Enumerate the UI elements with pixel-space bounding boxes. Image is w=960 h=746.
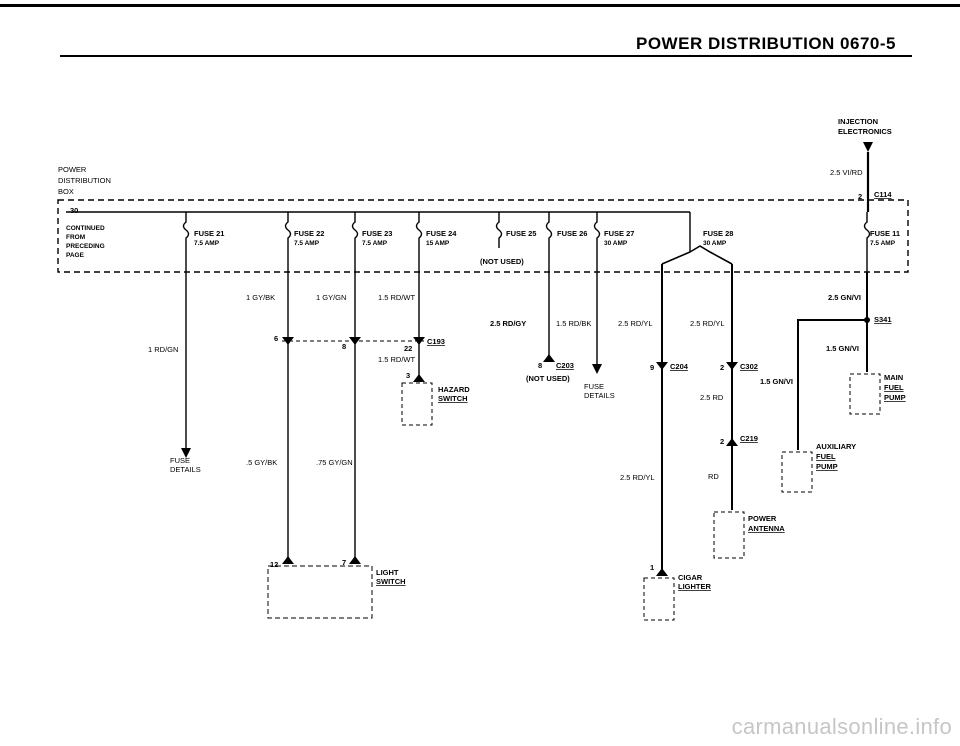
- antenna-l2: ANTENNA: [748, 524, 785, 533]
- pin-9: 9: [650, 363, 655, 372]
- power-antenna-box: [714, 512, 744, 558]
- antenna-l1: POWER: [748, 514, 777, 523]
- light-l2: SWITCH: [376, 577, 406, 586]
- pin9-marker: [656, 362, 668, 370]
- fuse-21-amp: 7.5 AMP: [194, 240, 220, 247]
- fuse-details-1-l2: DETAILS: [170, 465, 201, 474]
- pin2a-marker: [726, 362, 738, 370]
- not-used-label: (NOT USED): [480, 257, 524, 266]
- fuse-24-amp: 15 AMP: [426, 240, 450, 247]
- wire-15-gnvi-b: 1.5 GN/VI: [760, 377, 793, 386]
- inj-label-1: INJECTION: [838, 117, 879, 126]
- pin12-marker: [282, 556, 294, 564]
- fuse-11-amp: 7.5 AMP: [870, 240, 896, 247]
- wire-5-gybk: .5 GY/BK: [246, 458, 278, 467]
- wire-25-rdyl-a: 2.5 RD/YL: [618, 319, 653, 328]
- c114-label: C114: [874, 190, 892, 199]
- c204-label: C204: [670, 362, 688, 371]
- fuse-26-label: FUSE 26: [557, 229, 588, 238]
- wire-1-rdgn: 1 RD/GN: [148, 345, 179, 354]
- wire-rd: RD: [708, 472, 719, 481]
- box-label-2: DISTRIBUTION: [58, 176, 111, 185]
- aux-fuel-l3: PUMP: [816, 462, 838, 471]
- fuse-28-split: [662, 246, 732, 264]
- pin-6: 6: [274, 334, 279, 343]
- inj-label-2: ELECTRONICS: [838, 127, 892, 136]
- main-fuel-l1: MAIN: [884, 373, 904, 382]
- pin-8b: 8: [538, 361, 543, 370]
- pin-7: 7: [342, 558, 347, 567]
- fuse-28-label: FUSE 28: [703, 229, 734, 238]
- light-switch-box: [268, 566, 372, 618]
- pin-12: 12: [270, 560, 279, 569]
- pin-3: 3: [406, 371, 411, 380]
- continued-l2: FROM: [66, 234, 86, 241]
- main-fuel-pump-box: [850, 374, 880, 414]
- cigar-lighter-box: [644, 578, 674, 620]
- c302-label: C302: [740, 362, 758, 371]
- c114-pin: 2: [858, 192, 863, 201]
- fuse-27-amp: 30 AMP: [604, 240, 628, 247]
- watermark: carmanualsonline.info: [731, 714, 952, 739]
- wire-25-gnvi: 2.5 GN/VI: [828, 293, 861, 302]
- pin-2b: 2: [720, 437, 725, 446]
- pin8b-marker: [543, 354, 555, 362]
- wire-1-gygn: 1 GY/GN: [316, 293, 347, 302]
- continued-l4: PAGE: [66, 252, 84, 259]
- wire-15-rdwt-b: 1.5 RD/WT: [378, 355, 416, 364]
- wire-25-rdyl-b: 2.5 RD/YL: [690, 319, 725, 328]
- light-l1: LIGHT: [376, 568, 399, 577]
- fuse-11-label: FUSE 11: [870, 229, 901, 238]
- main-fuel-l3: PUMP: [884, 393, 906, 402]
- arrow-fuse-details-2: [592, 364, 602, 374]
- wire-15-gnvi-a: 1.5 GN/VI: [826, 344, 859, 353]
- aux-fuel-l1: AUXILIARY: [816, 442, 857, 451]
- hazard-l2: SWITCH: [438, 394, 468, 403]
- pin-2a: 2: [720, 363, 725, 372]
- hazard-l1: HAZARD: [438, 385, 470, 394]
- pin1-marker: [656, 568, 668, 576]
- wire-75-gygn: .75 GY/GN: [316, 458, 353, 467]
- aux-fuel-l2: FUEL: [816, 452, 836, 461]
- wire-aux-pump: [798, 320, 867, 450]
- fuse-21-label: FUSE 21: [194, 229, 225, 238]
- main-fuel-l2: FUEL: [884, 383, 904, 392]
- fuse-details-1-l1: FUSE: [170, 456, 191, 465]
- fuse-23-amp: 7.5 AMP: [362, 240, 388, 247]
- injection-arrow: [863, 142, 873, 152]
- pin-22: 22: [404, 344, 413, 353]
- box-label-1: POWER: [58, 165, 87, 174]
- wire-1-gybk: 1 GY/BK: [246, 293, 276, 302]
- fuse-details-2-l1: FUSE: [584, 382, 605, 391]
- wire-2-5-vird: 2.5 VI/RD: [830, 168, 863, 177]
- continued-num: 30: [70, 206, 79, 215]
- box-label-3: BOX: [58, 187, 74, 196]
- c219-label: C219: [740, 434, 758, 443]
- continued-l3: PRECEDING: [66, 243, 105, 250]
- pin-1: 1: [650, 563, 655, 572]
- c203-label: C203: [556, 361, 574, 370]
- wire-15-rdbk: 1.5 RD/BK: [556, 319, 592, 328]
- fuse-22-amp: 7.5 AMP: [294, 240, 320, 247]
- aux-fuel-pump-box: [782, 452, 812, 492]
- fuse-23-label: FUSE 23: [362, 229, 393, 238]
- pin-8: 8: [342, 342, 347, 351]
- fuse-28-amp: 30 AMP: [703, 240, 727, 247]
- pin7-marker: [349, 556, 361, 564]
- wire-25-rd: 2.5 RD: [700, 393, 724, 402]
- continued-l1: CONTINUED: [66, 225, 105, 232]
- cigar-l1: CIGAR: [678, 573, 703, 582]
- hazard-switch-box: [402, 383, 432, 425]
- wire-15-rdwt-a: 1.5 RD/WT: [378, 293, 416, 302]
- fuse-27-label: FUSE 27: [604, 229, 635, 238]
- fuse-22-label: FUSE 22: [294, 229, 325, 238]
- fuse-25-label: FUSE 25: [506, 229, 537, 238]
- page-title: POWER DISTRIBUTION 0670-5: [636, 34, 896, 53]
- wire-25-rdyl-c: 2.5 RD/YL: [620, 473, 655, 482]
- wire-25-rdgy: 2.5 RD/GY: [490, 319, 527, 328]
- not-used-2: (NOT USED): [526, 374, 570, 383]
- pin2b-marker: [726, 438, 738, 446]
- fuse-24-label: FUSE 24: [426, 229, 457, 238]
- fuse-symbols: [184, 212, 870, 272]
- pin3-marker: [413, 374, 425, 382]
- fuse-details-2-l2: DETAILS: [584, 391, 615, 400]
- s341-label: S341: [874, 315, 892, 324]
- cigar-l2: LIGHTER: [678, 582, 711, 591]
- c193-label: C193: [427, 337, 445, 346]
